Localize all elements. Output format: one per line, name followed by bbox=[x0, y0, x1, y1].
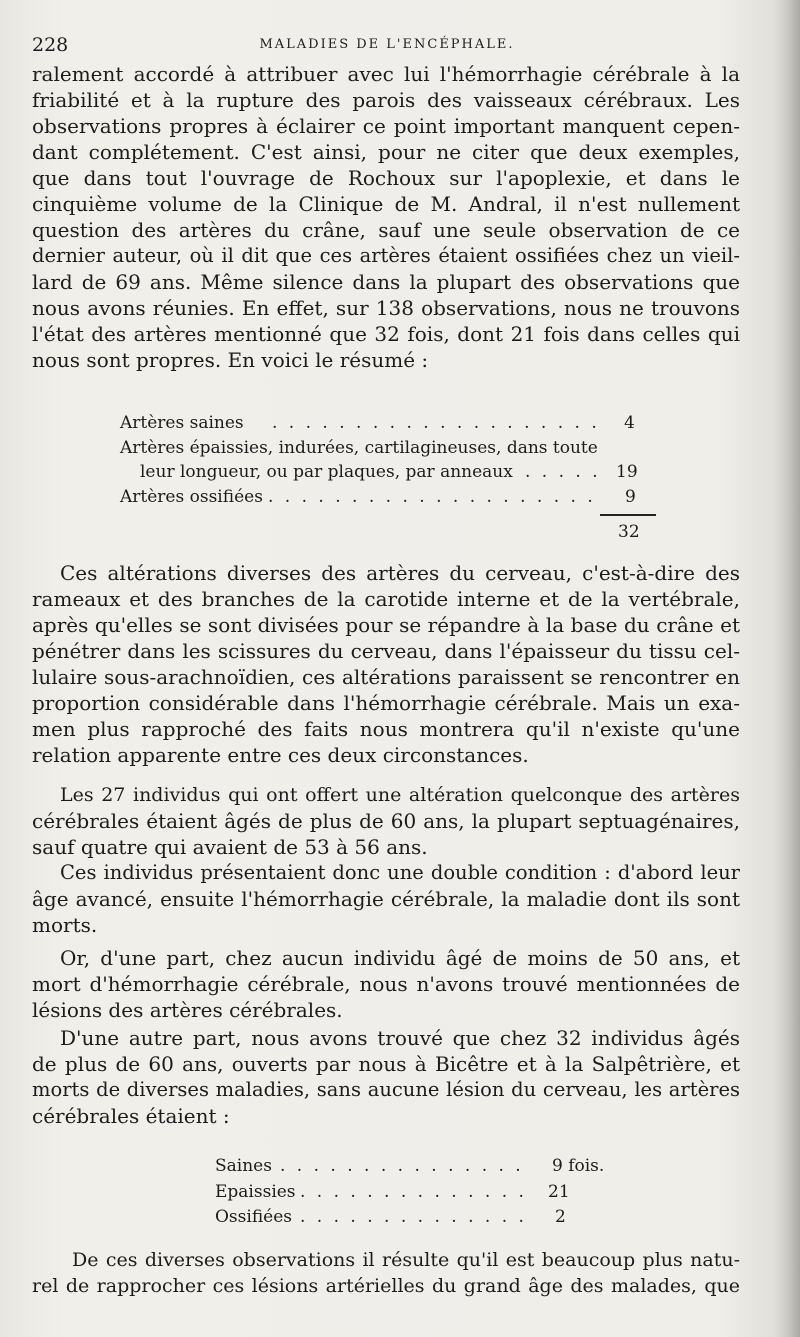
table-row-dots: . . . . . . . . . . . . . . . bbox=[280, 1156, 524, 1176]
table-row-value: 2 bbox=[555, 1207, 566, 1227]
table-row-value: 9 fois. bbox=[552, 1156, 605, 1176]
text-line: cérébrales étaient âgés de plus de 60 ans, la plupart septuagénaires, bbox=[32, 809, 740, 833]
table-row-dots: . . . . . . . . . . . . . . . . . . . . bbox=[268, 487, 596, 507]
text-line: proportion considérable dans l'hémorrhagie cérébrale. Mais un exa- bbox=[32, 691, 740, 715]
text-line: men plus rapproché des faits nous montrera qu'il n'existe qu'une bbox=[32, 717, 740, 741]
text-line: nous sont propres. En voici le résumé : bbox=[32, 348, 429, 372]
table-row-value: 4 bbox=[624, 413, 635, 433]
text-line: De ces diverses observations il résulte qu'il est beaucoup plus natu- bbox=[72, 1249, 740, 1271]
text-line: Les 27 individus qui ont offert une altération quelconque des artères bbox=[60, 784, 740, 806]
table-row-label: Artères saines bbox=[120, 413, 244, 433]
text-line: Ces altérations diverses des artères du cerveau, c'est-à-dire des bbox=[60, 561, 740, 585]
table-row-label: Artères épaissies, indurées, cartilagineuses, dans toute bbox=[120, 438, 598, 458]
table-row-label: Epaissies bbox=[215, 1182, 296, 1202]
text-line: question des artères du crâne, sauf une seule observation de ce bbox=[32, 218, 740, 242]
paragraph-1 bbox=[32, 61, 740, 373]
text-line: Or, d'une part, chez aucun individu âgé de moins de 50 ans, et bbox=[60, 946, 740, 970]
text-line: relation apparente entre ces deux circonstances. bbox=[32, 743, 529, 767]
text-line: lulaire sous-arachnoïdien, ces altérations paraissent se rencontrer en bbox=[32, 665, 740, 689]
text-line: dernier auteur, où il dit que ces artères étaient ossifiées chez un vieil- bbox=[32, 244, 740, 267]
text-line: cérébrales étaient : bbox=[32, 1104, 230, 1128]
table-row-label: Ossifiées bbox=[215, 1207, 293, 1227]
text-line: rameaux et des branches de la carotide interne et de la vertébrale, bbox=[32, 587, 740, 611]
text-line: âge avancé, ensuite l'hémorrhagie cérébrale, la maladie dont ils sont bbox=[32, 887, 740, 911]
table-row-label: Artères ossifiées bbox=[120, 487, 263, 507]
text-line: après qu'elles se sont divisées pour se répandre à la base du crâne et bbox=[32, 613, 740, 637]
text-line: sauf quatre qui avaient de 53 à 56 ans. bbox=[32, 835, 428, 859]
text-line: mort d'hémorrhagie cérébrale, nous n'avons trouvé mentionnées de bbox=[32, 972, 740, 996]
table-row-label: Saines bbox=[215, 1156, 272, 1176]
text-line: friabilité et à la rupture des parois des vaisseaux cérébraux. Les bbox=[32, 88, 740, 112]
table-row-value: 9 bbox=[625, 487, 636, 507]
page-edge-shadow bbox=[774, 0, 800, 1337]
table-row-dots: . . . . . bbox=[525, 462, 601, 482]
table-row-value: 19 bbox=[616, 462, 638, 482]
table-row-dots: . . . . . . . . . . . . . . bbox=[300, 1182, 527, 1202]
text-line: lésions des artères cérébrales. bbox=[32, 998, 343, 1022]
text-line: lard de 69 ans. Même silence dans la plupart des observations que bbox=[32, 270, 740, 294]
total-rule bbox=[600, 514, 656, 516]
text-line: observations propres à éclairer ce point important manquent cepen- bbox=[32, 114, 740, 138]
paragraph-6 bbox=[32, 1025, 740, 1129]
text-line: D'une autre part, nous avons trouvé que chez 32 individus âgés bbox=[60, 1026, 740, 1050]
text-line: dant complétement. C'est ainsi, pour ne citer que deux exemples, bbox=[32, 140, 740, 164]
paragraph-3 bbox=[32, 782, 740, 860]
text-line: pénétrer dans les scissures du cerveau, dans l'épaisseur du tissu cel- bbox=[32, 639, 740, 663]
paragraph-4 bbox=[32, 860, 740, 938]
text-line: l'état des artères mentionné que 32 fois, dont 21 fois dans celles qui bbox=[32, 322, 740, 346]
table-row-label: leur longueur, ou par plaques, par anneaux bbox=[140, 462, 513, 482]
page-header bbox=[32, 34, 742, 58]
running-title: MALADIES DE L'ENCÉPHALE. bbox=[259, 37, 515, 52]
text-line: de plus de 60 ans, ouverts par nous à Bicêtre et à la Salpêtrière, et bbox=[32, 1052, 740, 1076]
text-line: rel de rapprocher ces lésions artérielles du grand âge des malades, que bbox=[32, 1275, 740, 1297]
table-row-value: 21 bbox=[548, 1182, 570, 1202]
text-line: morts. bbox=[32, 913, 98, 937]
text-line: cinquième volume de la Clinique de M. Andral, il n'est nullement bbox=[32, 192, 740, 216]
table-row-dots: . . . . . . . . . . . . . . . . . . . . bbox=[272, 413, 600, 433]
text-line: morts de diverses maladies, sans aucune lésion du cerveau, les artères bbox=[32, 1078, 740, 1101]
page-number: 228 bbox=[32, 34, 69, 56]
table-total: 32 bbox=[618, 522, 640, 542]
paragraph-7 bbox=[32, 1247, 740, 1299]
text-line: que dans tout l'ouvrage de Rochoux sur l'apoplexie, et dans le bbox=[32, 166, 740, 190]
text-line: nous avons réunies. En effet, sur 138 observations, nous ne trouvons bbox=[32, 296, 740, 320]
paragraph-2 bbox=[32, 560, 740, 768]
text-line: Ces individus présentaient donc une double condition : d'abord leur bbox=[60, 861, 740, 884]
table-row-dots: . . . . . . . . . . . . . . bbox=[300, 1207, 527, 1227]
paragraph-5 bbox=[32, 945, 740, 1023]
text-line: ralement accordé à attribuer avec lui l'hémorrhagie cérébrale à la bbox=[32, 62, 740, 86]
